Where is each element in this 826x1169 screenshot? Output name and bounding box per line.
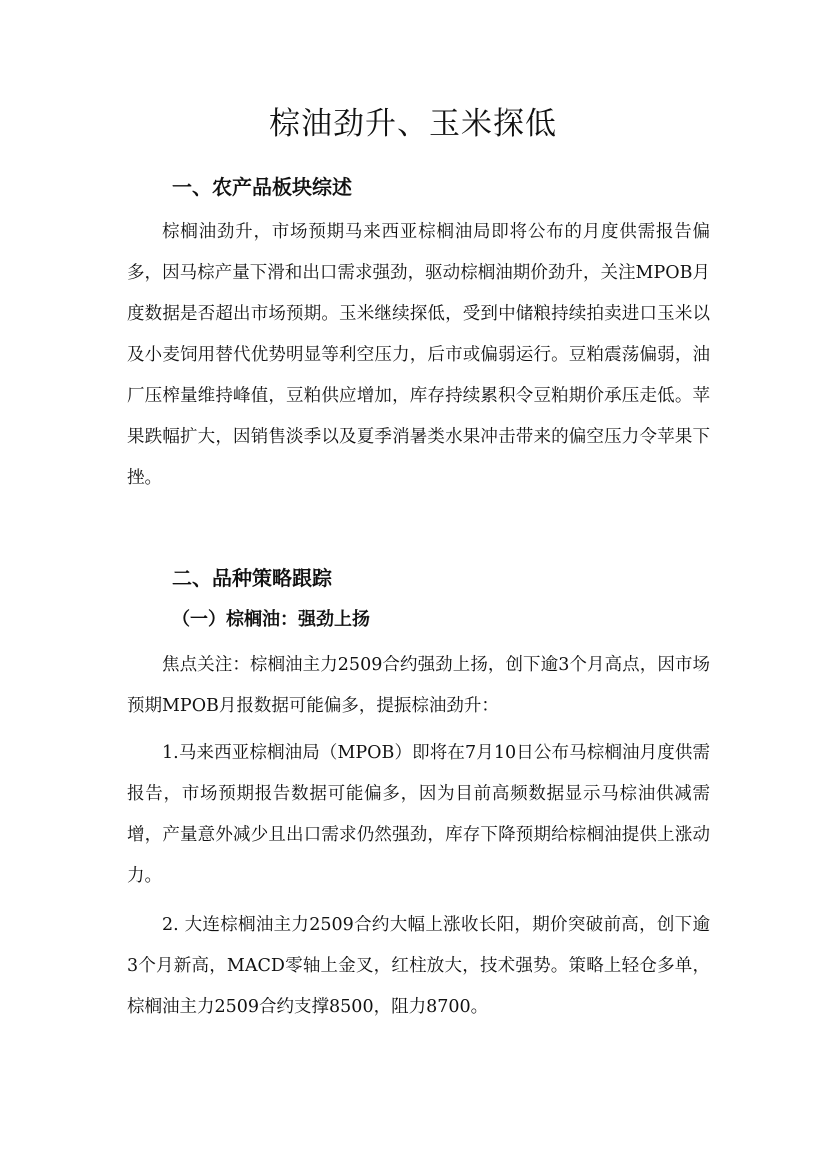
overview-paragraph: 棕榈油劲升，市场预期马来西亚棕榈油局即将公布的月度供需报告偏多，因马棕产量下滑和出口需求强劲，驱动棕榈油期价劲升，关注MPOB月度数据是否超出市场预期。玉米继续探低，受到中储粮持续拍卖进口玉米以及小麦饲用替代优势明显等利空压力，后市或偏弱运行。豆粕震荡偏弱，油厂压榨量维持峰值，豆粕供应增加，库存持续累积令豆粕期价承压走低。苹果跌幅扩大，因销售淡季以及夏季消暑类水果冲击带来的偏空压力令苹果下挫。 bbox=[127, 222, 710, 488]
section-heading-strategy: 二、品种策略跟踪 bbox=[172, 566, 332, 590]
subsection-heading-palm-oil: （一）棕榈油：强劲上扬 bbox=[172, 609, 370, 630]
focus-paragraph: 焦点关注：棕榈油主力2509合约强劲上扬，创下逾3个月高点，因市场预期MPOB月报数据可能偏多，提振棕油劲升： bbox=[127, 655, 710, 716]
section-heading-overview: 一、农产品板块综述 bbox=[172, 175, 352, 199]
document-title: 棕油劲升、玉米探低 bbox=[269, 106, 557, 142]
point-1-paragraph: 1.马来西亚棕榈油局（MPOB）即将在7月10日公布马棕榈油月度供需报告，市场预期报告数据可能偏多，因为目前高频数据显示马棕油供减需增，产量意外减少且出口需求仍然强劲，库存下降预期给棕榈油提供上涨动力。 bbox=[127, 743, 710, 886]
point-2-paragraph: 2. 大连棕榈油主力2509合约大幅上涨收长阳，期价突破前高，创下逾3个月新高，MACD零轴上金叉，红柱放大，技术强势。策略上轻仓多单，棕榈油主力2509合约支撑8500，阻力8700。 bbox=[127, 915, 710, 1017]
